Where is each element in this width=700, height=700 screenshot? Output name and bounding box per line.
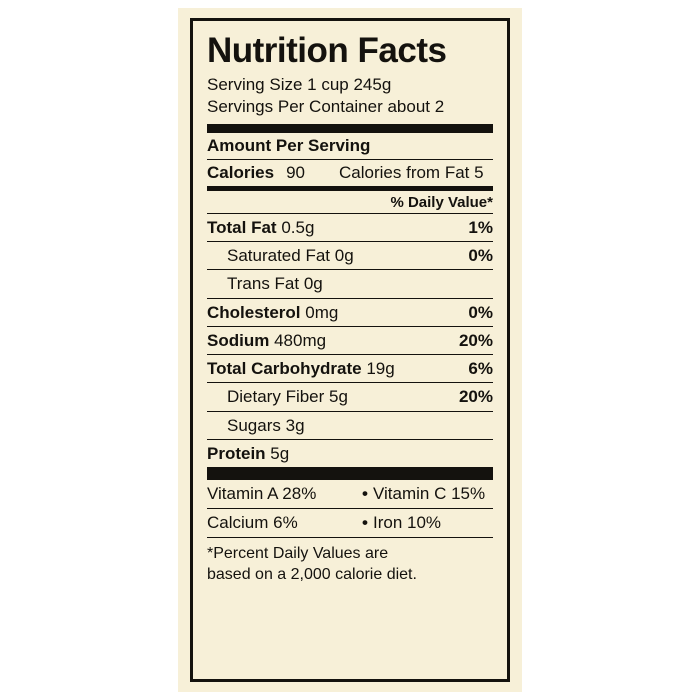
nutrient-amount-sodium: 480mg <box>274 330 327 350</box>
page-title: Nutrition Facts <box>207 31 447 70</box>
nutrient-label-saturated-fat: Saturated Fat <box>227 246 331 266</box>
nutrient-label-sugars: Sugars <box>227 415 281 435</box>
nutrient-row-cholesterol <box>207 299 493 326</box>
footnote-line-1: *Percent Daily Values are <box>207 545 389 563</box>
nutrient-amount-cholesterol: 0mg <box>305 302 339 322</box>
nutrient-row-sugars <box>207 412 493 439</box>
nutrient-dv-cholesterol: 0% <box>468 302 493 322</box>
nutrient-name-total-fat <box>207 217 314 238</box>
bullet-separator-icon-2: • <box>362 513 368 533</box>
nutrient-dv-sodium: 20% <box>458 330 493 350</box>
nutrient-name-dietary-fiber <box>207 386 348 407</box>
nutrient-label-total-fat: Total Fat <box>207 217 277 237</box>
nutrient-row-total-carbohydrate <box>207 355 493 382</box>
nutrient-label-sodium: Sodium <box>207 330 270 350</box>
nutrient-dv-dietary-fiber: 20% <box>458 387 493 407</box>
calories-value: 90 <box>286 162 306 182</box>
nutrient-dv-total-fat: 1% <box>468 217 493 237</box>
calories-row <box>207 160 493 186</box>
nutrition-label-panel <box>178 8 522 692</box>
daily-value-header: % Daily Value* <box>390 193 493 211</box>
nutrient-amount-trans-fat: 0g <box>303 274 323 294</box>
divider-very-thick <box>207 467 493 480</box>
servings-per-container-text: Servings Per Container about 2 <box>207 96 445 116</box>
calories-label: Calories <box>207 162 275 182</box>
nutrient-dv-total-carbohydrate: 6% <box>468 359 493 379</box>
footnote-line-2: based on a 2,000 calorie diet. <box>207 565 417 583</box>
vitamin-row-2 <box>207 509 493 537</box>
nutrient-name-sodium <box>207 330 326 351</box>
nutrient-row-total-fat <box>207 214 493 241</box>
nutrient-row-saturated-fat <box>207 242 493 269</box>
calories-from-fat: Calories from Fat 5 <box>339 162 484 182</box>
nutrient-label-trans-fat: Trans Fat <box>227 274 300 294</box>
nutrient-row-protein <box>207 440 493 467</box>
vitamin-row-1 <box>207 480 493 508</box>
nutrient-name-protein <box>207 443 289 464</box>
serving-size-text: Serving Size 1 cup 245g <box>207 74 392 94</box>
footnote-text <box>207 538 493 588</box>
nutrient-name-trans-fat <box>207 273 323 294</box>
nutrient-name-cholesterol <box>207 302 338 323</box>
iron-value: Iron 10% <box>373 513 442 533</box>
nutrient-amount-dietary-fiber: 5g <box>329 387 348 407</box>
nutrient-row-trans-fat <box>207 270 493 297</box>
nutrient-name-total-carbohydrate <box>207 358 395 379</box>
nutrient-row-sodium <box>207 327 493 354</box>
calcium-value: Calcium 6% <box>207 513 298 533</box>
nutrient-amount-sugars: 3g <box>285 415 305 435</box>
nutrient-name-sugars <box>207 415 305 436</box>
bullet-separator-icon: • <box>362 484 368 504</box>
nutrient-name-saturated-fat <box>207 245 354 266</box>
nutrient-label-cholesterol: Cholesterol <box>207 302 301 322</box>
nutrient-amount-total-fat: 0.5g <box>281 217 315 237</box>
vitamin-c-value: Vitamin C 15% <box>373 484 486 504</box>
nutrient-label-dietary-fiber: Dietary Fiber <box>227 387 325 407</box>
nutrient-label-protein: Protein <box>207 443 266 463</box>
nutrient-amount-total-carbohydrate: 19g <box>366 359 395 379</box>
nutrient-label-total-carbohydrate: Total Carbohydrate <box>207 359 362 379</box>
nutrient-amount-saturated-fat: 0g <box>334 246 354 266</box>
nutrition-label-frame <box>190 18 510 682</box>
amount-per-serving-label: Amount Per Serving <box>207 135 371 155</box>
nutrient-amount-protein: 5g <box>270 443 290 463</box>
nutrient-row-dietary-fiber <box>207 383 493 410</box>
vitamin-a-value: Vitamin A 28% <box>207 484 317 504</box>
divider-thick-top <box>207 124 493 133</box>
nutrient-dv-saturated-fat: 0% <box>468 246 493 266</box>
